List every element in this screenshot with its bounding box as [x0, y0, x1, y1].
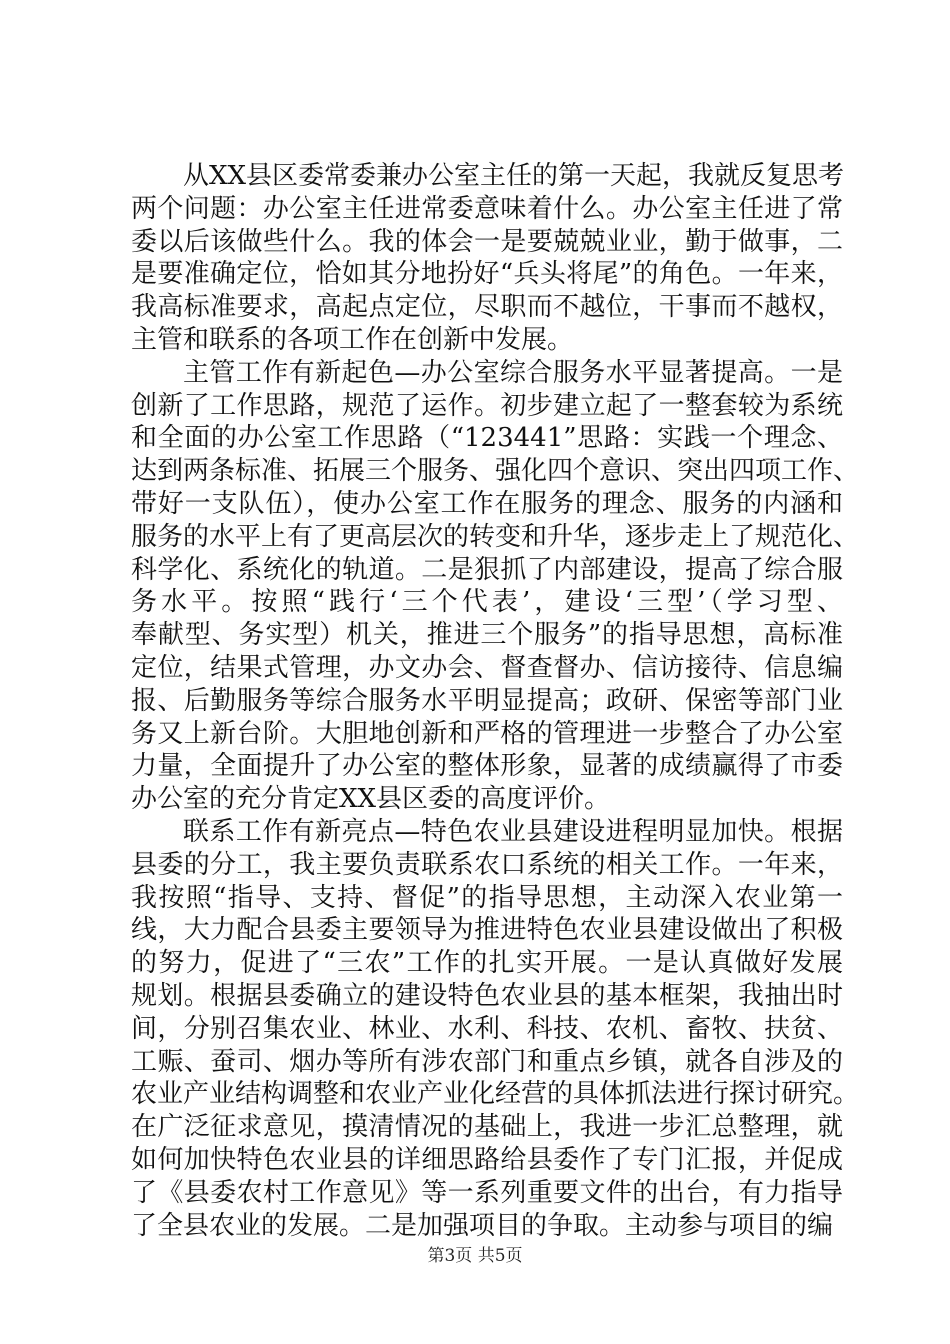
text-line: 我高标准要求，高起点定位，尽职而不越位，干事而不越权， [131, 292, 843, 323]
paragraph [131, 160, 843, 357]
text-line: 务又上新台阶。大胆地创新和严格的管理进一步整合了办公室 [131, 718, 843, 749]
text-line: 奉献型、务实型）机关，推进三个服务”的指导思想，高标准 [131, 620, 843, 651]
page-footer: 第3页 共5页 [427, 1246, 523, 1266]
text-line: 是要准确定位，恰如其分地扮好“兵头将尾”的角色。一年来， [131, 259, 843, 290]
text-line: 达到两条标准、拓展三个服务、强化四个意识、突出四项工作、 [131, 456, 860, 487]
text-line: 定位，结果式管理，办文办会、督查督办、信访接待、信息编 [131, 652, 843, 683]
text-line: 两个问题：办公室主任进常委意味着什么。办公室主任进了常 [131, 193, 843, 224]
text-line: 农业产业结构调整和农业产业化经营的具体抓法进行探讨研究。 [131, 1079, 860, 1110]
text-line: 线，大力配合县委主要领导为推进特色农业县建设做出了积极 [131, 915, 843, 946]
text-line: 县委的分工，我主要负责联系农口系统的相关工作。一年来， [131, 849, 843, 880]
text-line: 工赈、蚕司、烟办等所有涉农部门和重点乡镇，就各自涉及的 [131, 1046, 843, 1077]
text-line: 联系工作有新亮点—特色农业县建设进程明显加快。根据 [183, 816, 843, 847]
text-line: 报、后勤服务等综合服务水平明显提高；政研、保密等部门业 [131, 685, 843, 716]
text-line: 主管和联系的各项工作在创新中发展。 [131, 324, 574, 355]
text-line: 创新了工作思路，规范了运作。初步建立起了一整套较为系统 [131, 390, 843, 421]
text-line: 务水平。按照“践行‘三个代表’，建设‘三型’（学习型、 [131, 587, 843, 618]
text-line: 如何加快特色农业县的详细思路给县委作了专门汇报，并促成 [131, 1144, 843, 1175]
paragraph [131, 357, 860, 816]
text-line: 从XX县区委常委兼办公室主任的第一天起，我就反复思考 [183, 161, 845, 191]
text-line: 服务的水平上有了更高层次的转变和升华，逐步走上了规范化、 [131, 521, 860, 552]
text-line: 科学化、系统化的轨道。二是狠抓了内部建设，提高了综合服 [131, 554, 843, 585]
text-line: 办公室的充分肯定XX县区委的高度评价。 [131, 784, 611, 815]
text-line: 的努力，促进了“三农”工作的扎实开展。一是认真做好发展 [131, 948, 843, 979]
text-line: 了全县农业的发展。二是加强项目的争取。主动参与项目的编 [131, 1210, 834, 1241]
text-line: 了《县委农村工作意见》等一系列重要文件的出台，有力指导 [131, 1177, 843, 1208]
text-line: 力量，全面提升了办公室的整体形象，显著的成绩赢得了市委 [131, 751, 843, 782]
text-line: 委以后该做些什么。我的体会一是要兢兢业业，勤于做事，二 [131, 226, 843, 257]
text-line: 我按照“指导、支持、督促”的指导思想，主动深入农业第一 [131, 882, 843, 913]
paragraph [131, 816, 860, 1242]
document-body [131, 160, 860, 1242]
text-line: 在广泛征求意见，摸清情况的基础上，我进一步汇总整理，就 [131, 1112, 843, 1143]
text-line: 带好一支队伍），使办公室工作在服务的理念、服务的内涵和 [131, 488, 843, 519]
text-line: 和全面的办公室工作思路（“123441”思路：实践一个理念、 [131, 423, 843, 454]
text-line: 主管工作有新起色—办公室综合服务水平显著提高。一是 [183, 357, 843, 388]
text-line: 间，分别召集农业、林业、水利、科技、农机、畜牧、扶贫、 [131, 1013, 843, 1044]
text-line: 规划。根据县委确立的建设特色农业县的基本框架，我抽出时 [131, 980, 843, 1011]
